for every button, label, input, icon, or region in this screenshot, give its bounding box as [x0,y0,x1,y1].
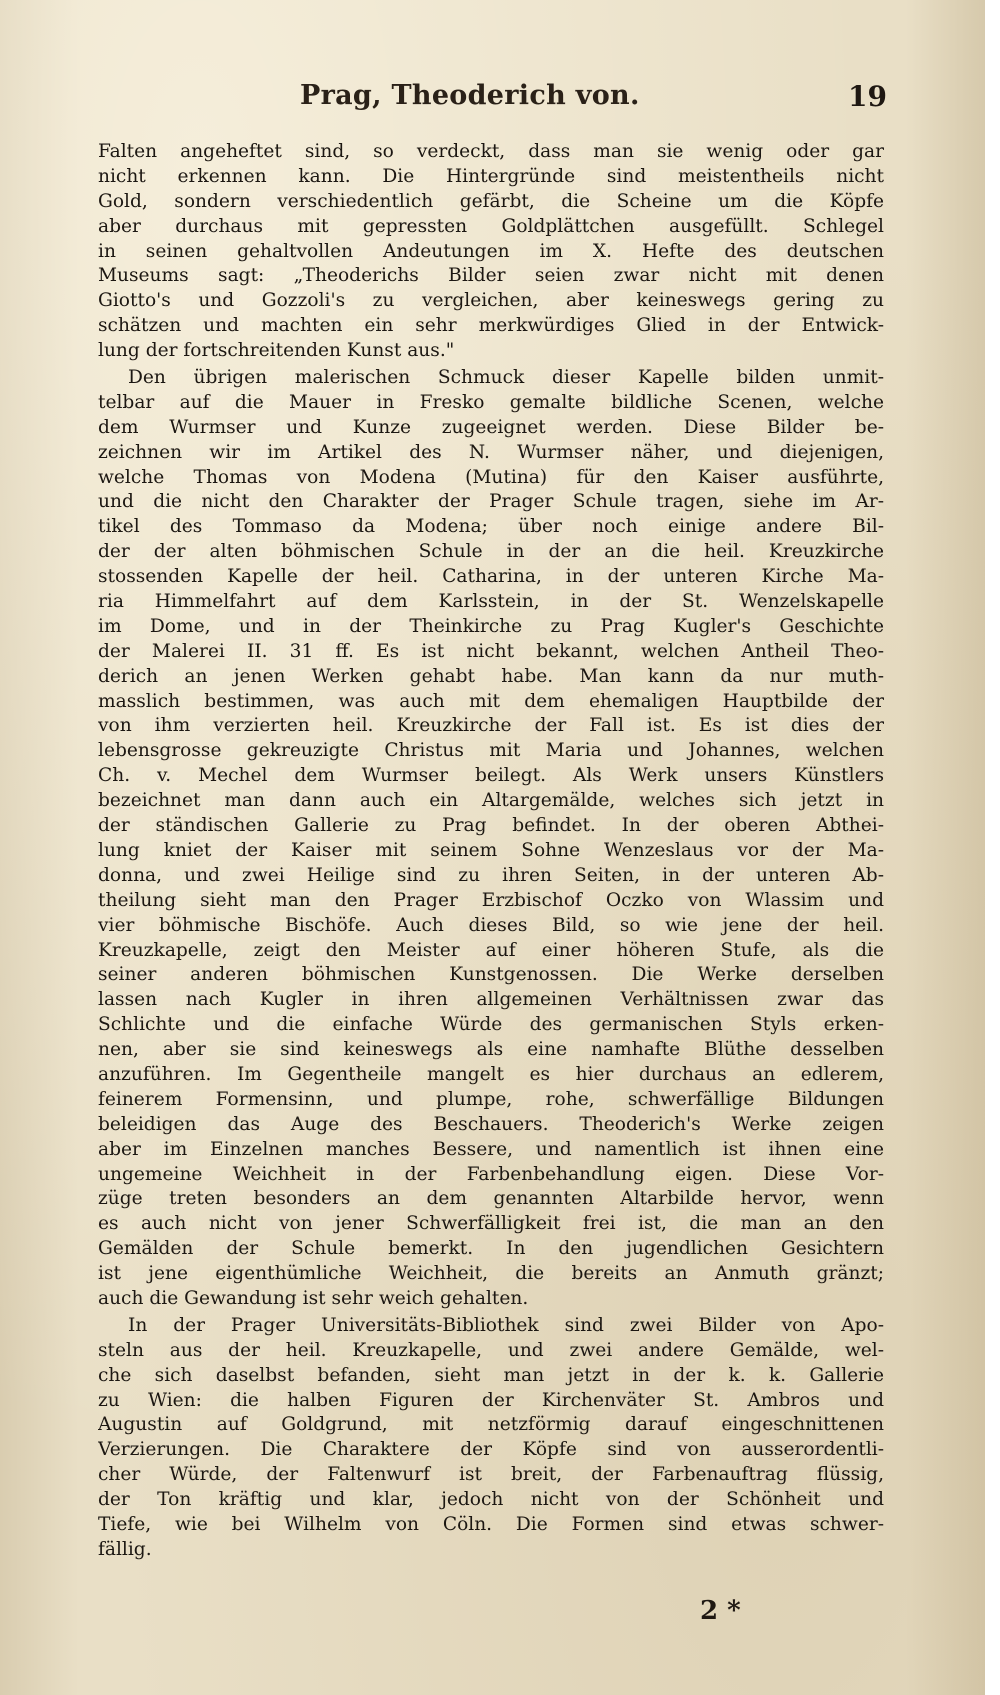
text-line: welche Thomas von Modena (Mutina) für den Kaiser ausführte, [98,466,884,488]
text-line: Schlichte und die einfache Würde des germanischen Styls erken- [98,1014,884,1036]
text-line: lassen nach Kugler in ihren allgemeinen Verhältnissen zwar das [98,989,884,1011]
text-line: lebensgrosse gekreuzigte Christus mit Maria und Johannes, welchen [98,740,884,762]
text-line: Falten angeheftet sind, so verdeckt, dass man sie wenig oder gar [98,141,884,162]
text-line: bezeichnet man dann auch ein Altargemälde, welches sich jetzt in [98,790,884,812]
text-line: nen, aber sie sind keineswegs als eine namhafte Blüthe desselben [98,1039,884,1061]
text-line: der der alten böhmischen Schule in der an die heil. Kreuzkirche [98,541,884,563]
text-line: feinerem Formensinn, und plumpe, rohe, schwerfällige Bildungen [98,1088,884,1110]
text-line: donna, und zwei Heilige sind zu ihren Seiten, in der unteren Ab- [98,864,884,886]
page-number: 19 [848,80,887,113]
text-line: Museums sagt: „Theoderichs Bilder seien zwar nicht mit denen [98,265,884,287]
text-line: che sich daselbst befanden, sieht man jetzt in der k. k. Gallerie [98,1364,884,1386]
paragraph [98,140,884,364]
text-line: tikel des Tommaso da Modena; über noch einige andere Bil- [98,516,884,538]
text-line: stossenden Kapelle der heil. Catharina, in der unteren Kirche Ma- [98,566,884,588]
text-line: aber im Einzelnen manches Bessere, und namentlich ist ihnen eine [98,1138,884,1160]
text-line: schätzen und machten ein sehr merkwürdiges Glied in der Entwick- [98,315,884,337]
text-line: anzuführen. Im Gegentheile mangelt es hier durchaus an edlerem, [98,1063,884,1085]
text-line: der ständischen Gallerie zu Prag befindet. In der oberen Abthei- [98,815,884,837]
text-line: dem Wurmser und Kunze zugeeignet werden. Diese Bilder be- [98,416,884,438]
page-header [0,80,985,116]
text-line: ungemeine Weichheit in der Farbenbehandlung eigen. Diese Vor- [98,1163,884,1185]
text-line: ist jene eigenthümliche Weichheit, die bereits an Anmuth gränzt; [98,1263,884,1285]
text-line: Den übrigen malerischen Schmuck dieser Kapelle bilden unmit- [128,367,884,389]
text-line: der Malerei II. 31 ff. Es ist nicht bekannt, welchen Antheil Theo- [98,640,884,662]
text-line: und die nicht den Charakter der Prager Schule tragen, siehe im Ar- [98,491,884,513]
text-line: masslich bestimmen, was auch mit dem ehemaligen Hauptbilde der [98,690,884,712]
text-line: Tiefe, wie bei Wilhelm von Cöln. Die Formen sind etwas schwer- [98,1513,884,1535]
paragraph [98,1314,884,1563]
text-line: auch die Gewandung ist sehr weich gehalten. [98,1287,529,1309]
text-line: lung der fortschreitenden Kunst aus." [98,340,455,362]
text-line: zeichnen wir im Artikel des N. Wurmser näher, und diejenigen, [98,441,884,463]
paragraph [98,366,884,1312]
running-title: Prag, Theoderich von. [300,80,640,111]
text-line: Gold, sondern verschiedentlich gefärbt, die Scheine um die Köpfe [98,190,884,212]
text-line: züge treten besonders an dem genannten Altarbilde hervor, wenn [98,1188,884,1210]
text-line: ria Himmelfahrt auf dem Karlsstein, in der St. Wenzelskapelle [98,591,884,613]
text-line: Augustin auf Goldgrund, mit netzförmig darauf eingeschnittenen [98,1414,884,1436]
text-line: im Dome, und in der Theinkirche zu Prag Kugler's Geschichte [98,615,884,637]
text-line: In der Prager Universitäts-Bibliothek sind zwei Bilder von Apo- [128,1314,884,1336]
text-line: Kreuzkapelle, zeigt den Meister auf einer höheren Stufe, als die [98,939,884,961]
text-line: vier böhmische Bischöfe. Auch dieses Bild, so wie jene der heil. [98,914,884,936]
text-line: telbar auf die Mauer in Fresko gemalte bildliche Scenen, welche [98,391,884,413]
signature-mark: 2 * [700,1596,741,1626]
text-line: lung kniet der Kaiser mit seinem Sohne Wenzeslaus vor der Ma- [98,839,884,861]
body-text [98,140,884,1563]
text-line: zu Wien: die halben Figuren der Kirchenväter St. Ambros und [98,1389,884,1411]
text-line: fällig. [98,1538,152,1560]
text-line: es auch nicht von jener Schwerfälligkeit frei ist, die man an den [98,1213,884,1235]
text-line: derich an jenen Werken gehabt habe. Man kann da nur muth- [98,665,884,687]
text-line: beleidigen das Auge des Beschauers. Theoderich's Werke zeigen [98,1113,884,1135]
text-line: cher Würde, der Faltenwurf ist breit, der Farbenauftrag flüssig, [98,1464,884,1486]
text-line: von ihm verzierten heil. Kreuzkirche der Fall ist. Es ist dies der [98,715,884,737]
text-line: in seinen gehaltvollen Andeutungen im X. Hefte des deutschen [98,240,884,262]
text-line: theilung sieht man den Prager Erzbischof Oczko von Wlassim und [98,889,884,911]
text-line: Ch. v. Mechel dem Wurmser beilegt. Als Werk unsers Künstlers [98,765,884,787]
text-line: steln aus der heil. Kreuzkapelle, und zwei andere Gemälde, wel- [98,1339,884,1361]
text-line: der Ton kräftig und klar, jedoch nicht von der Schönheit und [98,1489,884,1511]
text-line: nicht erkennen kann. Die Hintergründe sind meistentheils nicht [98,165,884,187]
text-line: Verzierungen. Die Charaktere der Köpfe sind von ausserordentli- [98,1439,884,1461]
text-line: Giotto's und Gozzoli's zu vergleichen, aber keineswegs gering zu [98,290,884,312]
text-line: seiner anderen böhmischen Kunstgenossen. Die Werke derselben [98,964,884,986]
text-line: Gemälden der Schule bemerkt. In den jugendlichen Gesichtern [98,1238,884,1260]
text-line: aber durchaus mit gepressten Goldplättchen ausgefüllt. Schlegel [98,215,884,237]
